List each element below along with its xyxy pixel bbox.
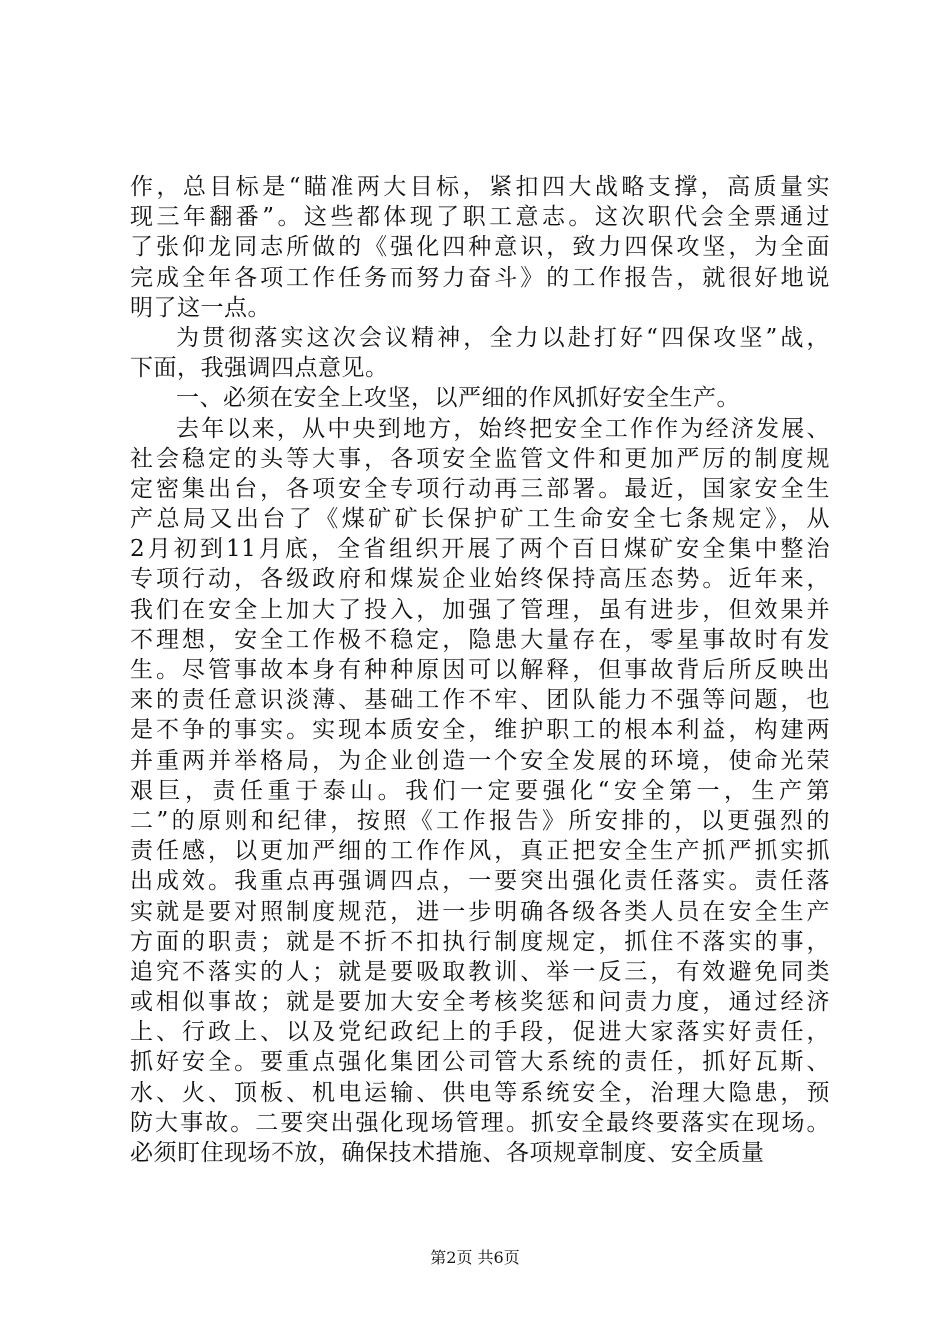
text-line: 防大事故。二要突出强化现场管理。抓安全最终要落实在现场。 [130,1109,830,1136]
text-line: 实就是要对照制度规范，进一步明确各级各类人员在安全生产 [130,898,830,925]
text-line: 为贯彻落实这次会议精神，全力以赴打好“四保攻坚”战， [176,324,830,351]
text-line: 一、必须在安全上攻坚，以严细的作风抓好安全生产。 [176,385,740,412]
text-line: 二”的原则和纪律，按照《工作报告》所安排的，以更强烈的 [130,807,830,834]
text-line: 产总局又出台了《煤矿矿长保护矿工生命安全七条规定》，从 [130,506,830,533]
text-line: 方面的职责；就是不折不扣执行制度规定，抓住不落实的事， [130,928,830,955]
text-line: 明了这一点。 [130,294,271,321]
text-line: 追究不落实的人；就是要吸取教训、举一反三，有效避免同类 [130,958,830,985]
text-line: 不理想，安全工作极不稳定，隐患大量存在，零星事故时有发 [130,626,830,653]
text-line: 定密集出台，各项安全专项行动再三部署。最近，国家安全生 [130,475,830,502]
text-line: 下面，我强调四点意见。 [130,355,389,382]
text-line: 了张仰龙同志所做的《强化四种意识，致力四保攻坚，为全面 [130,234,830,261]
text-line: 抓好安全。要重点强化集团公司管大系统的责任，抓好瓦斯、 [130,1049,830,1076]
text-line: 艰巨，责任重于泰山。我们一定要强化“安全第一，生产第 [130,777,830,804]
text-line: 责任感，以更加严细的工作作风，真正把安全生产抓严抓实抓 [130,838,830,865]
text-line: 2月初到11月底，全省组织开展了两个百日煤矿安全集中整治 [130,536,830,563]
text-line: 或相似事故；就是要加大安全考核奖惩和问责力度，通过经济 [130,989,830,1016]
text-line: 必须盯住现场不放，确保技术措施、各项规章制度、安全质量 [130,1140,765,1166]
text-line: 上、行政上、以及党纪政纪上的手段，促进大家落实好责任， [130,1019,830,1046]
text-line: 现三年翻番”。这些都体现了职工意志。这次职代会全票通过 [130,204,830,231]
page-footer [0,1245,950,1268]
text-line: 是不争的事实。实现本质安全，维护职工的根本利益，构建两 [130,717,830,744]
text-line: 水、火、顶板、机电运输、供电等系统安全，治理大隐患，预 [130,1079,830,1106]
body-text [130,172,830,1168]
text-line: 出成效。我重点再强调四点，一要突出强化责任落实。责任落 [130,868,830,895]
text-line: 我们在安全上加大了投入，加强了管理，虽有进步，但效果并 [130,596,830,623]
text-line: 生。尽管事故本身有种种原因可以解释，但事故背后所反映出 [130,657,830,683]
text-line: 社会稳定的头等大事，各项安全监管文件和更加严厉的制度规 [130,445,830,472]
text-line: 去年以来，从中央到地方，始终把安全工作作为经济发展、 [176,415,830,442]
text-line: 专项行动，各级政府和煤炭企业始终保持高压态势。近年来， [130,566,830,593]
text-line: 作，总目标是“瞄准两大目标，紧扣四大战略支撑，高质量实 [130,174,830,200]
page-number: 第2页 共6页 [430,1248,520,1267]
text-line: 并重两并举格局，为企业创造一个安全发展的环境，使命光荣 [130,747,830,774]
text-line: 来的责任意识淡薄、基础工作不牢、团队能力不强等问题，也 [130,687,830,714]
text-line: 完成全年各项工作任务而努力奋斗》的工作报告，就很好地说 [130,264,830,291]
